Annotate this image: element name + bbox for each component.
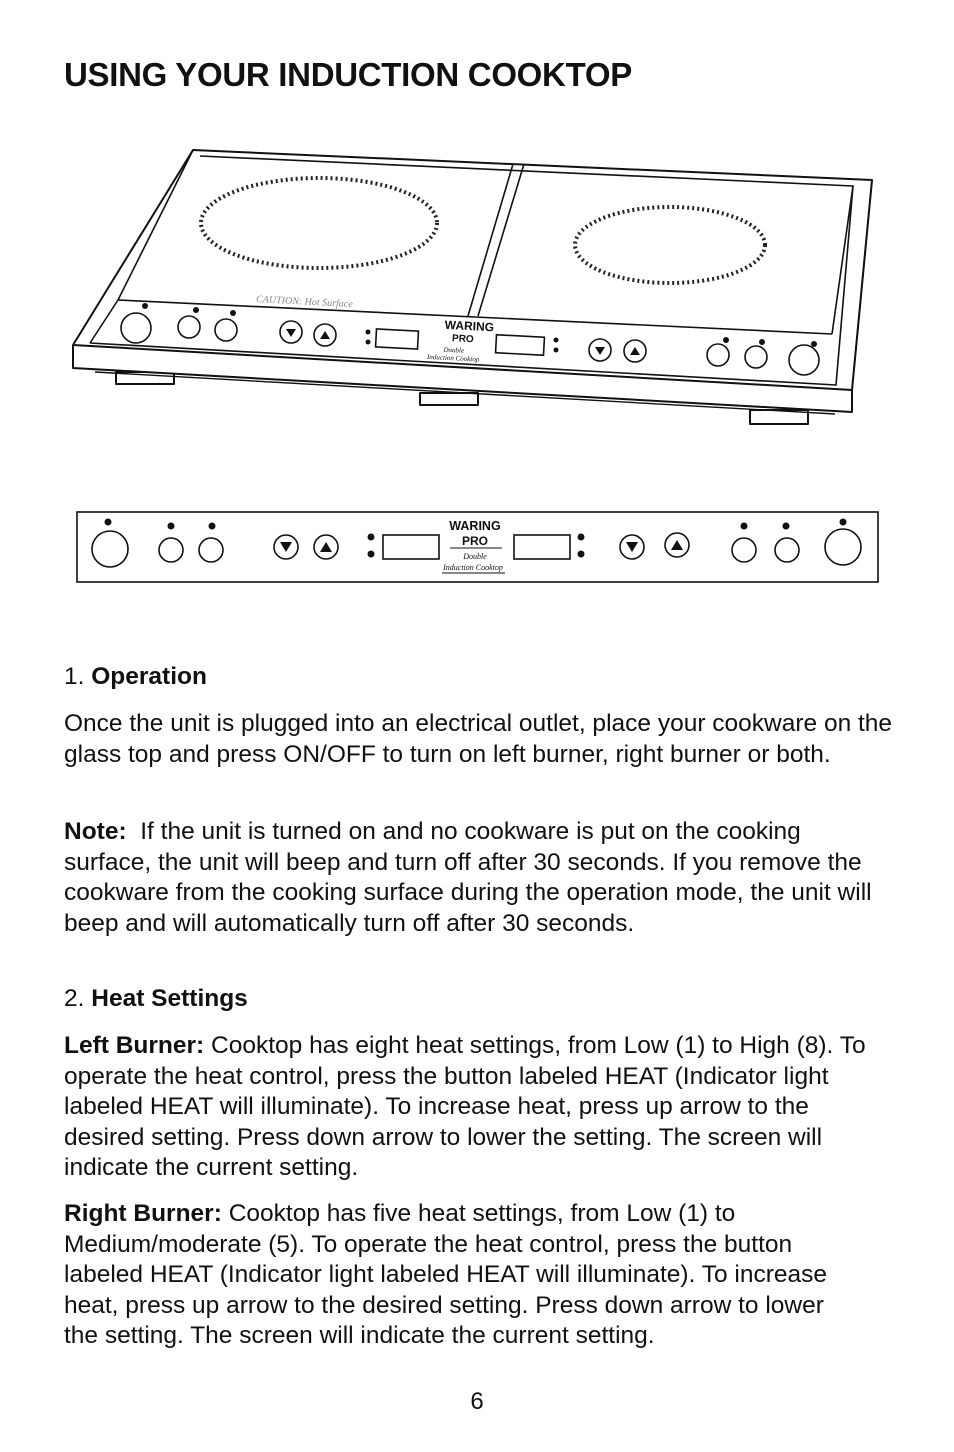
heat-settings-heading: 2. Heat Settings — [64, 985, 248, 1012]
right-burner-paragraph: Right Burner: Cooktop has five heat settings, from Low (1) to Medium/moderate (5). To operate the heat control, press the button labeled HEAT (Indicator light labeled HEAT will illuminate). To increase heat, press up arrow to the desired setting. Press down arrow to lower the setting. The screen will indicate the current setting. — [64, 1200, 828, 1349]
control-panel-diagram — [77, 512, 878, 582]
operation-note: Note: If the unit is turned on and no cookware is put on the cooking surface, the unit will beep and turn off after 30 seconds. If you remove the cookware from the cooking surface during the operation mode, the unit will beep and will automatically turn off after 30 seconds. — [64, 818, 872, 937]
logo-pro: PRO — [461, 534, 489, 548]
svg-text:PRO: PRO — [451, 333, 474, 346]
svg-text:WARING: WARING — [444, 317, 495, 335]
page-title: USING YOUR INDUCTION COOKTOP — [64, 56, 632, 93]
left-burner-paragraph: Left Burner: Cooktop has eight heat settings, from Low (1) to High (8). To operate the heat control, press the button labeled HEAT (Indicator light labeled HEAT will illuminate). To increase heat, press up arrow to the desired setting. Press down arrow to lower the setting. The screen will indicate the current setting. — [64, 1032, 866, 1181]
logo-waring: WARING — [449, 519, 501, 533]
svg-text:Double: Double — [463, 552, 487, 561]
svg-text:Double: Double — [443, 345, 465, 355]
svg-text:Induction Cooktop: Induction Cooktop — [443, 563, 503, 572]
cooktop-illustration — [0, 0, 954, 600]
cooktop-foot-middle — [420, 393, 478, 405]
caution-label: CAUTION: Hot Surface — [255, 294, 353, 311]
svg-text:Induction Cooktop: Induction Cooktop — [426, 352, 480, 364]
operation-body: Once the unit is plugged into an electrical outlet, place your cookware on the glass top and press ON/OFF to turn on left burner, right burner or both. — [64, 710, 893, 768]
operation-heading: 1. Operation — [64, 663, 207, 690]
page-number: 6 — [470, 1388, 484, 1415]
operation-section — [64, 662, 894, 693]
